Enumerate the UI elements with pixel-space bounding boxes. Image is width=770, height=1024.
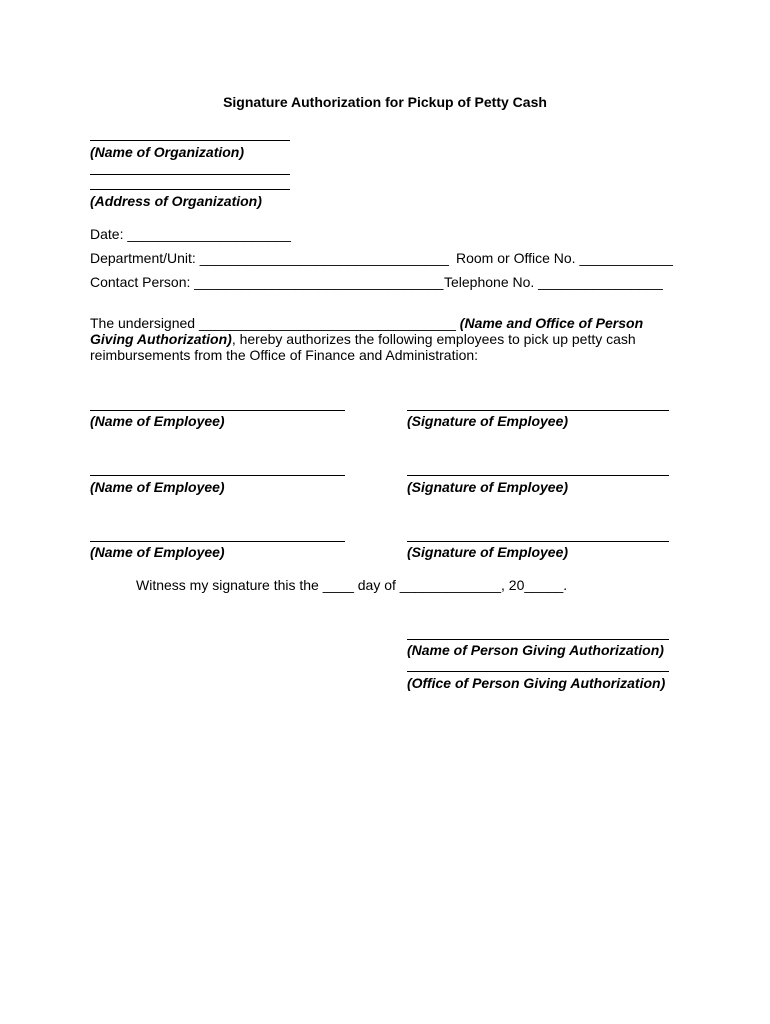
- authorizer-office-caption: (Office of Person Giving Authorization): [407, 675, 666, 691]
- org-address-line-1[interactable]: [90, 174, 290, 175]
- employee-signature-caption: (Signature of Employee): [407, 479, 569, 495]
- room-field[interactable]: Room or Office No. ____________: [456, 250, 673, 266]
- org-name-caption: (Name of Organization): [90, 144, 245, 160]
- authorization-paragraph: [90, 315, 650, 363]
- employee-signature-line[interactable]: [407, 410, 669, 411]
- department-field[interactable]: Department/Unit: ________________________________: [90, 250, 449, 266]
- authorizer-name-caption: (Name of Person Giving Authorization): [407, 642, 664, 658]
- org-address-line-2[interactable]: [90, 189, 290, 190]
- employee-name-line[interactable]: [90, 541, 345, 542]
- paragraph-lead: The undersigned _________________________________: [90, 315, 460, 331]
- org-address-caption: (Address of Organization): [90, 193, 262, 209]
- employee-signature-line[interactable]: [407, 541, 669, 542]
- employee-signature-caption: (Signature of Employee): [407, 544, 569, 560]
- authorizer-name-line[interactable]: [407, 639, 669, 640]
- employee-name-line[interactable]: [90, 475, 345, 476]
- telephone-field[interactable]: Telephone No. ________________: [444, 274, 663, 290]
- employee-signature-line[interactable]: [407, 475, 669, 476]
- document-title: Signature Authorization for Pickup of Petty Cash: [223, 94, 547, 110]
- contact-person-field[interactable]: Contact Person: ________________________________: [90, 274, 444, 290]
- witness-line[interactable]: Witness my signature this the ____ day of _____________, 20_____.: [136, 577, 568, 593]
- org-name-line[interactable]: [90, 140, 290, 141]
- paragraph-bold: (Name and Office of Person Giving Authorization): [90, 315, 644, 347]
- paragraph-rest: , hereby authorizes the following employees to pick up petty cash reimbursements from the Office of Finance and Administration:: [90, 331, 636, 363]
- employee-name-caption: (Name of Employee): [90, 544, 225, 560]
- employee-signature-caption: (Signature of Employee): [407, 413, 569, 429]
- employee-name-caption: (Name of Employee): [90, 413, 225, 429]
- employee-name-caption: (Name of Employee): [90, 479, 225, 495]
- authorizer-office-line[interactable]: [407, 671, 669, 672]
- date-field[interactable]: Date: _____________________: [90, 226, 291, 242]
- employee-name-line[interactable]: [90, 410, 345, 411]
